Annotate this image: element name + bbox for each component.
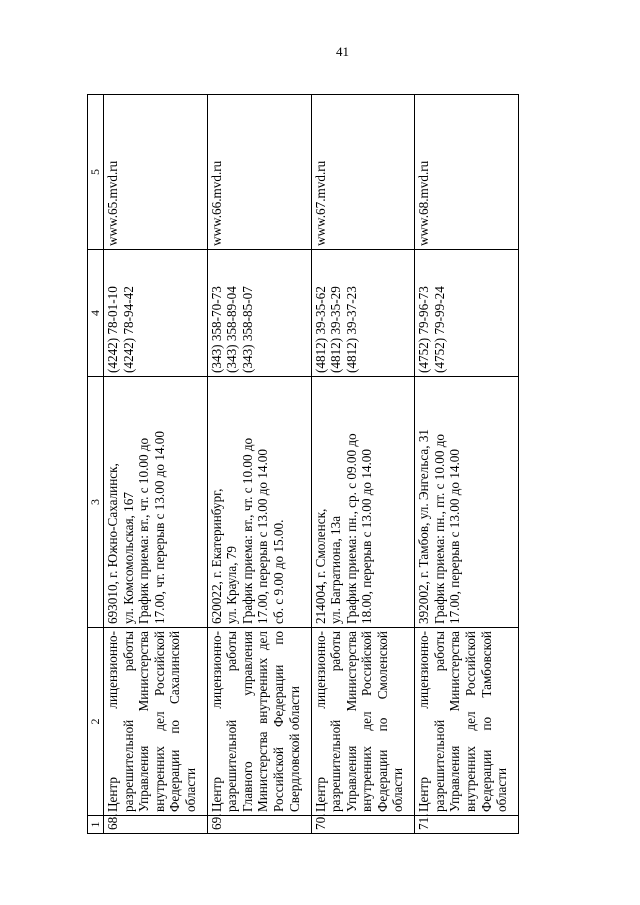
website-link[interactable]: www.65.mvd.ru [105, 160, 120, 246]
phones-cell [415, 250, 519, 377]
phone-number: (4812) 39-37-23 [343, 286, 359, 373]
table-row [415, 95, 519, 834]
address-cell [311, 377, 415, 628]
page-number: 41 [336, 44, 349, 59]
website-link[interactable]: www.67.mvd.ru [312, 160, 328, 246]
address-line: сб. с 9.00 до 15.00. [271, 519, 287, 624]
address-line: 17.00, перерыв с 13.00 до 14.00 [447, 449, 463, 624]
row-number-cell: 71. [415, 816, 519, 834]
address-cell [207, 377, 311, 628]
column-header: 4 [88, 250, 104, 377]
phone-number: (4752) 79-96-73 [416, 286, 432, 373]
row-number-cell: 69. [207, 816, 311, 834]
address-line: График приема: вт., чт. с 10.00 до [239, 437, 255, 624]
column-header: 5 [88, 95, 104, 250]
phone-number: (343) 358-70-73 [208, 286, 224, 373]
phones-cell [311, 250, 415, 377]
address-line: График приема: пн., ср. с 09.00 до [343, 433, 359, 624]
phone-number: (4242) 78-01-10 [105, 286, 120, 373]
address-line: 18.00, перерыв с 13.00 до 14.00 [359, 449, 375, 624]
website-cell [207, 95, 311, 250]
phone-number: (4812) 39-35-29 [328, 286, 344, 373]
table-row [104, 95, 208, 834]
office-name-cell: Центр лицензионно-разрешительной работы Управления Министерства внутренних дел Российской Федерации по Сахалинской области [104, 628, 208, 816]
row-number-cell: 68. [104, 816, 208, 834]
address-line: ул. Комсомольская, 167 [120, 492, 136, 624]
rotated-table-container [87, 94, 519, 834]
website-cell [104, 95, 208, 250]
phone-number: (343) 358-85-07 [239, 286, 255, 373]
phone-number: (4752) 79-99-24 [431, 286, 447, 373]
row-number-cell: 70. [311, 816, 415, 834]
address-line: 392002, г. Тамбов, ул. Энгельса, 31 [416, 428, 432, 624]
phone-number: (343) 358-89-04 [224, 286, 240, 373]
table-row [207, 95, 311, 834]
offices-table [87, 94, 519, 834]
address-line: 17.00, перерыв с 13.00 до 14.00 [255, 449, 271, 624]
website-cell [311, 95, 415, 250]
address-line: 693010, г. Южно-Сахалинск, [105, 463, 120, 624]
column-header: 2 [88, 628, 104, 816]
website-link[interactable]: www.66.mvd.ru [208, 160, 224, 246]
phone-number: (4812) 39-35-62 [312, 286, 328, 373]
table-row [311, 95, 415, 834]
office-name-cell: Центр лицензионно-разрешительной работы Управления Министерства внутренних дел Российской Федерации по Тамбовской области [415, 628, 519, 816]
address-line: ул. Краула, 79 [224, 546, 240, 624]
address-line: 214004, г. Смоленск, [312, 508, 328, 624]
office-name-cell: Центр лицензионно-разрешительной работы Управления Министерства внутренних дел Российской Федерации по Смоленской области [311, 628, 415, 816]
phones-cell [104, 250, 208, 377]
address-line: ул. Багратиона, 13а [328, 515, 344, 624]
column-header: 1 [88, 816, 104, 834]
website-link[interactable]: www.68.mvd.ru [416, 160, 432, 246]
address-cell [104, 377, 208, 628]
phones-cell [207, 250, 311, 377]
address-line: График приема: вт., чт. с 10.00 до [136, 437, 152, 624]
column-header: 3 [88, 377, 104, 628]
address-line: График приема: пн., пт. с 10.00 до [431, 433, 447, 624]
office-name-cell: Центр лицензионно-разрешительной работы Главного управления Министерства внутренних дел Российской Федерации по Свердловской области [207, 628, 311, 816]
website-cell [415, 95, 519, 250]
address-cell [415, 377, 519, 628]
phone-number: (4242) 78-94-42 [120, 286, 136, 373]
header-row [88, 95, 104, 834]
address-line: 620022, г. Екатеринбург, [208, 488, 224, 624]
address-line: 17.00, чт. перерыв с 13.00 до 14.00 [151, 431, 167, 624]
